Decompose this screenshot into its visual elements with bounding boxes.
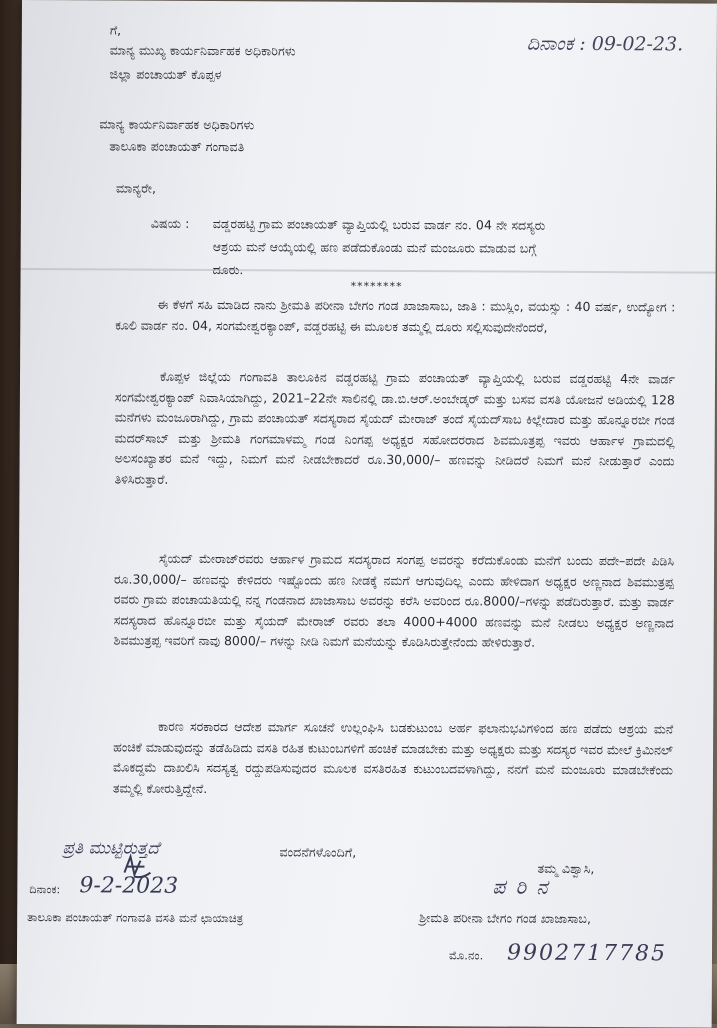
date-label: ದಿನಾಂಕ:: [29, 883, 61, 897]
letter-sheet: [17, 0, 717, 1028]
subject-line-3: ದೂರು.: [212, 262, 244, 278]
sender-signature: ಪ ರಿ ನ: [492, 874, 550, 899]
closing: ವಂದನೆಗಳೊಂದಿಗೆ,: [279, 844, 357, 860]
yours-faithfully: ತಮ್ಮ ವಿಶ್ವಾಸಿ,: [537, 860, 595, 877]
office-stamp-line: ತಾಲೂಕಾ ಪಂಚಾಯತ್ ಗಂಗಾವತಿ ವಸತಿ ಮನೆ ಛಾಯಾಚಿತ್ರ: [27, 910, 244, 926]
subject-label: ವಿಷಯ :: [150, 215, 190, 231]
recipient1-office: ಜಿಲ್ಲಾ ಪಂಚಾಯತ್ ಕೊಪ್ಪಳ: [109, 66, 222, 83]
subject-line-1: ವಡ್ಡರಹಟ್ಟಿ ಗ್ರಾಮ ಪಂಚಾಯತ್ ವ್ಯಾಪ್ತಿಯಲ್ಲಿ ಬರುವ ವಾರ್ಡ ನಂ. 04 ನೇ ಸದಸ್ಯರು: [212, 216, 546, 233]
paper-fold-line: [21, 268, 716, 274]
paragraph-3: ಕಾರಣ ಸರಕಾರದ ಆದೇಶ ಮಾರ್ಗ ಸೂಚನೆ ಉಲ್ಲಂಘಿಸಿ ಬಡಕುಟುಂಬ ಅರ್ಹ ಫಲಾನುಭವಿಗಳಿಂದ ಹಣ ಪಡೆದು ಆಶ್ರಯ ಮನೆ ಹಂಚಿಕೆ ಮಾಡುವುದನ್ನು ತಡೆಹಿಡಿದು ವಸತಿ ರಹಿತ ಕುಟುಂಬಗಳಿಗೆ ಹಂಚಿಕೆ ಮಾಡಬೇಕು ಮತ್ತು ಅಧ್ಯಕ್ಷರು ಮತ್ತು ಸದಸ್ಯರ ಇವರ ಮೇಲೆ ಕ್ರಿಮಿನಲ್ ಮೊಕದ್ದಮೆ ದಾಖಲಿಸಿ ಸದಸ್ಯತ್ವ ರದ್ದುಪಡಿಸುವುದರ ಮೂಲಕ ವಸತಿರಹಿತ ಕುಟುಂಬದವಳಾಗಿದ್ದು, ನನಗೆ ಮನೆ ಮಂಜೂರು ಮಾಡಬೇಕೆಂದು ತಮ್ಮಲ್ಲಿ ಕೋರುತ್ತಿದ್ದೇನೆ.: [112, 718, 674, 796]
received-date: 9-2-2023: [79, 873, 179, 899]
recipient2-office: ತಾಲೂಕಾ ಪಂಚಾಯತ್ ಗಂಗಾವತಿ: [109, 138, 245, 155]
intro-paragraph: ಈ ಕೆಳಗೆ ಸಹಿ ಮಾಡಿದ ನಾನು ಶ್ರೀಮತಿ ಪರೀನಾ ಬೇಗಂ ಗಂಡ ಖಾಜಾಸಾಬ, ಜಾತಿ : ಮುಸ್ಲಿಂ, ವಯಸ್ಸು : 40 ವರ್ಷ, ಉದ್ಯೋಗ : ಕೂಲಿ ವಾರ್ಡ ನಂ. 04, ಸಂಗಮೇಶ್ವರಕ್ಯಾಂಪ್, ವಡ್ಡರಹಟ್ಟಿ ಈ ಮೂಲಕ ತಮ್ಮಲ್ಲಿ ದೂರು ಸಲ್ಲಿಸುವುದೇನೆಂದರೆ,: [115, 296, 676, 335]
paragraph-2: ಸೈಯದ್ ಮೇರಾಜ್‌ರವರು ಆರ್ಹಾಳ ಗ್ರಾಮದ ಸದಸ್ಯರಾದ ಸಂಗಪ್ಪ ಅವರನ್ನು ಕರೆದುಕೊಂಡು ಮನೆಗೆ ಬಂದು ಪದೇ–ಪದೇ ಪಿಡಿಸಿ ರೂ.30,000/– ಹಣವನ್ನು ಕೇಳಿದರು ಇಷ್ಟೊಂದು ಹಣ ನೀಡಕ್ಕೆ ನಮಗೆ ಆಗುವುದಿಲ್ಲ ಎಂದು ಹೇಳಿದಾಗ ಅಧ್ಯಕ್ಷರ ಅಣ್ಣನಾದ ಶಿವಮುತ್ರಪ್ಪ ರವರು ಗ್ರಾಮ ಪಂಚಾಯತಿಯಲ್ಲಿ ನನ್ನ ಗಂಡನಾದ ಖಾಜಾಸಾಬ ಅವರನ್ನು ಕರೆಸಿ ಅವರಿಂದ ರೂ.8000/–ಗಳನ್ನು ಪಡೆದಿರುತ್ತಾರೆ. ಮತ್ತು ವಾರ್ಡ ಸದಸ್ಯರಾದ ಹೊನ್ನೂರಬೀ ಮತ್ತು ಸೈಯದ್ ಮೇರಾಜ್ ರವರು ತಲಾ 4000+4000 ಹಣವನ್ನು ಮನೆ ನೀಡಲು ಅಧ್ಯಕ್ಷರ ಅಣ್ಣನಾದ ಶಿವಮುತ್ರಪ್ಪ ಇವರಿಗೆ ನಾವು 8000/– ಗಳನ್ನು ನೀಡಿ ನಿಮಗೆ ಮನೆಯನ್ನು ಕೊಡಿಸಿರುತ್ತೇನೆಂದು ಹೇಳಿರುತ್ತಾರೆ.: [113, 550, 675, 650]
salutation: ಮಾನ್ಯರೇ,: [115, 180, 157, 196]
mobile-label: ಮೊ.ನಂ.: [448, 948, 484, 963]
recipient2-title: ಮಾನ್ಯ ಕಾರ್ಯನಿರ್ವಾಹಕ ಅಧಿಕಾರಿಗಳು: [99, 116, 255, 133]
paragraph-1: ಕೊಪ್ಪಳ ಜಿಲ್ಲೆಯ ಗಂಗಾವತಿ ತಾಲೂಕಿನ ವಡ್ಡರಹಟ್ಟಿ ಗ್ರಾಮ ಪಂಚಾಯತ್ ವ್ಯಾಪ್ತಿಯಲ್ಲಿ ಬರುವ ವಡ್ಡರಹಟ್ಟಿ 4ನೇ ವಾರ್ಡ ಸಂಗಮೇಶ್ವರಕ್ಯಾಂಪ್ ನಿವಾಸಿಯಾಗಿದ್ದು, 2021–22ನೇ ಸಾಲಿನಲ್ಲಿ ಡಾ.ಬಿ.ಆರ್.ಅಂಬೇಡ್ಕರ್ ಮತ್ತು ಬಸವ ವಸತಿ ಯೋಜನೆ ಅಡಿಯಲ್ಲಿ 128 ಮನೆಗಳು ಮಂಜೂರಾಗಿದ್ದು, ಗ್ರಾಮ ಪಂಚಾಯತ್ ಸದಸ್ಯರಾದ ಸೈಯದ್ ಮೇರಾಜ್ ತಂದೆ ಸೈಯದ್‌ಸಾಬ ಕಿಲ್ಲೇದಾರ ಮತ್ತು ಹೊನ್ನೂರಬೀ ಗಂಡ ಮದರ್‌ಸಾಬ್ ಮತ್ತು ಶ್ರೀಮತಿ ಗಂಗಮಾಳಮ್ಮ ಗಂಡ ನಿಂಗಪ್ಪ ಅಧ್ಯಕ್ಷರ ಸಹೋದರರಾದ ಶಿವಮೂತ್ರಪ್ಪ ಇವರು ಆರ್ಹಾಳ ಗ್ರಾಮದಲ್ಲಿ ಅಲಸಂಖ್ಯಾತರ ಮನೆ ಇದ್ದು, ನಿಮಗೆ ಮನೆ ನೀಡಬೇಕಾದರೆ ರೂ.30,000/– ಹಣವನ್ನು ನೀಡಿದರೆ ನಿಮಗೆ ಮನೆ ನೀಡುತ್ತಾರೆ ಎಂದು ತಿಳಿಸಿರುತ್ತಾರೆ.: [114, 368, 676, 487]
handwritten-date: ದಿನಾಂಕ : 09-02-23.: [526, 32, 684, 56]
to-line: ಗೆ,: [109, 22, 122, 38]
recipient1-title: ಮಾನ್ಯ ಮುಖ್ಯ ಕಾರ್ಯನಿರ್ವಾಹಕ ಅಧಿಕಾರಿಗಳು: [109, 42, 296, 59]
received-note: ಪ್ರತಿ ಮುಟ್ಟಿರುತ್ತದೆ: [62, 838, 160, 859]
sender-name: ಶ್ರೀಮತಿ ಪರೀನಾ ಬೇಗಂ ಗಂಡ ಖಾಜಾಸಾಬ,: [419, 910, 592, 926]
separator-stars: ********: [350, 279, 403, 293]
mobile-number: 9902717785: [506, 940, 668, 967]
subject-line-2: ಆಶ್ರಯ ಮನೆ ಆಯ್ಕೆಯಲ್ಲಿ ಹಣ ಪಡೆದುಕೊಂಡು ಮನೆ ಮಂಜೂರು ಮಾಡುವ ಬಗ್ಗೆ: [212, 239, 537, 256]
